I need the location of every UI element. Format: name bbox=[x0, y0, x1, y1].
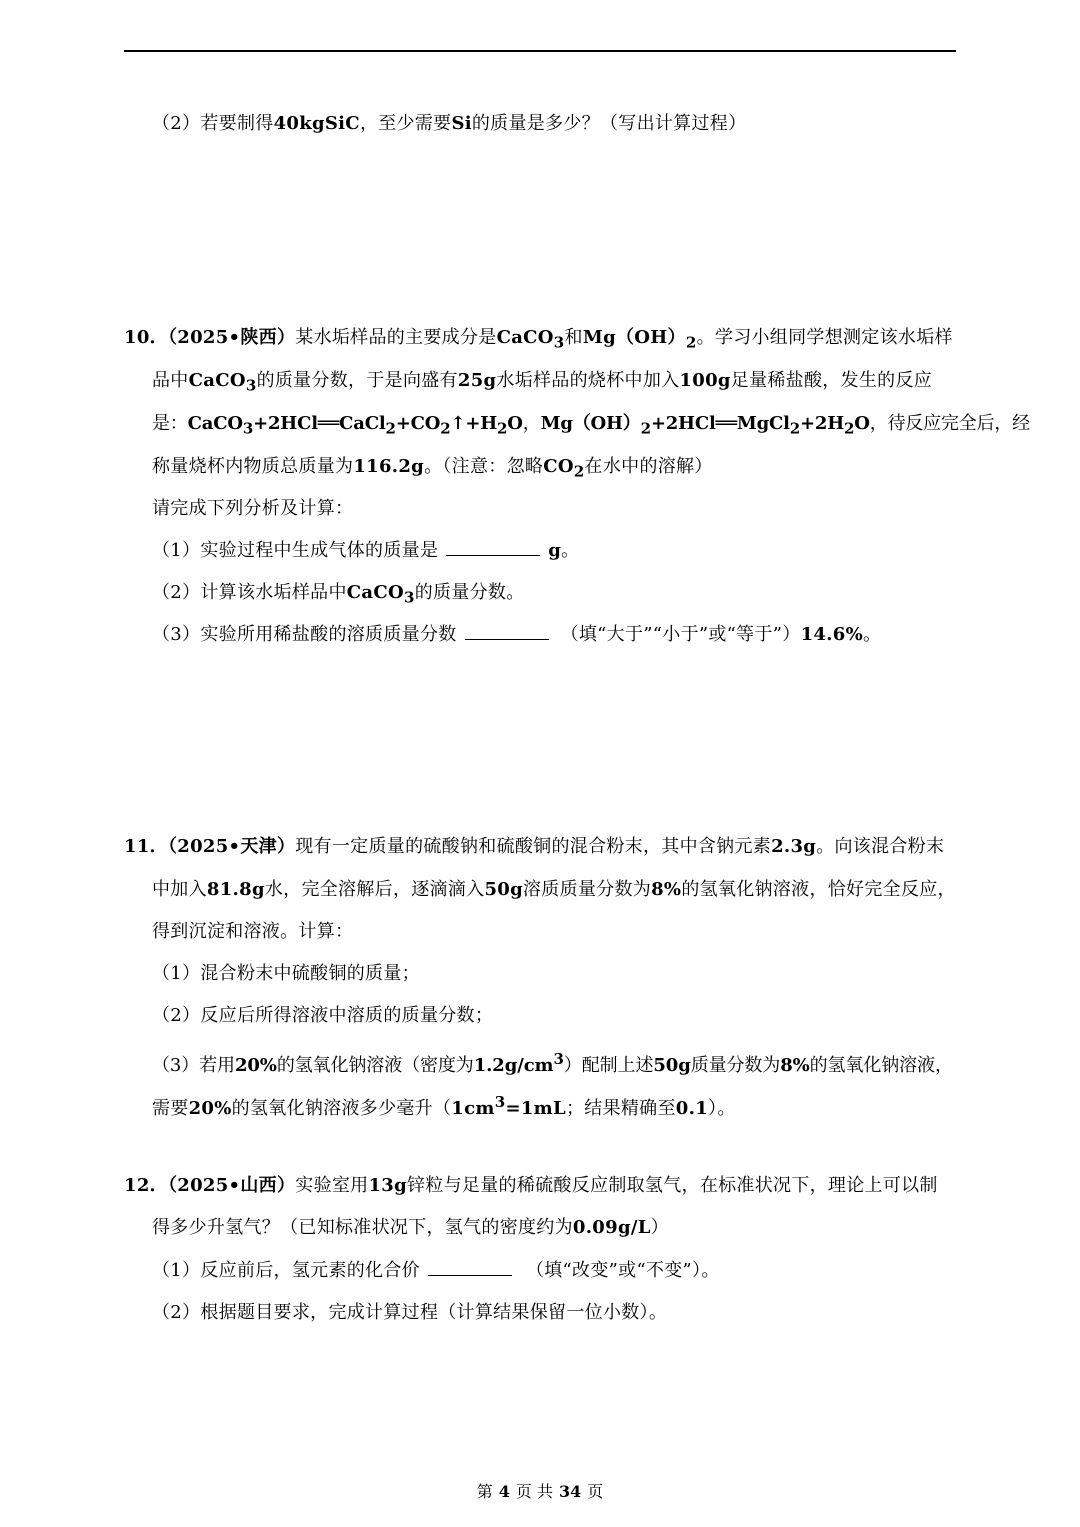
question-source: （2025•陕西） bbox=[167, 327, 296, 348]
q11-line1: 11．（2025•天津）现有一定质量的硫酸钠和硫酸铜的混合粉末，其中含钠元素2.3g。向该混合粉末 bbox=[124, 836, 945, 857]
q11-part3-line2: 需要20%的氢氧化钠溶液多少毫升（$1cm^3=1mL$；结果精确至0.1）。 bbox=[152, 1093, 736, 1119]
q11-part3-line1: （3）若用20%的氢氧化钠溶液（密度为$1.2g/cm^3$）配制上述50g质量分数为8%的氢氧化钠溶液， bbox=[152, 1050, 953, 1076]
q10-part3: （3）实验所用稀盐酸的溶质质量分数 （填“大于”“小于”或“等于”）14.6%。 bbox=[152, 624, 882, 645]
q11-part2: （2）反应后所得溶液中溶质的质量分数； bbox=[152, 1005, 494, 1026]
q11-line3: 得到沉淀和溶液。计算： bbox=[152, 921, 354, 942]
q11-line2: 中加入81.8g水，完全溶解后，逐滴滴入50g溶质质量分数为8%的氢氧化钠溶液，恰好完全反应， bbox=[152, 879, 956, 900]
q10-instruction: 请完成下列分析及计算： bbox=[152, 498, 354, 519]
question-number: 11． bbox=[124, 836, 168, 857]
page-footer: 第 4 页 共 34 页 bbox=[476, 1482, 604, 1501]
q12-line2: 得多少升氢气？（已知标准状况下，氢气的密度约为0.09g/L） bbox=[152, 1217, 669, 1238]
q10-part2: （2）计算该水垢样品中CaCO$_3$的质量分数。 bbox=[152, 582, 525, 607]
answer-blank[interactable] bbox=[465, 625, 549, 640]
q12-part2: （2）根据题目要求，完成计算过程（计算结果保留一位小数）。 bbox=[152, 1302, 668, 1323]
q10-line2: 品中CaCO$_3$的质量分数，于是向盛有25g水垢样品的烧杯中加入100g足量稀盐酸，发生的反应 bbox=[152, 370, 933, 395]
total-pages: 34 bbox=[558, 1482, 582, 1501]
q10-line3-equations: 是：$CaCO_3+2HCl══CaCl_2+CO_2↑+H_2O$，$Mg(OH)_2+2HCl══MgCl_2+2H_2O$，待反应完全后，经 bbox=[152, 413, 1030, 438]
q9-part2: （2）若要制得40kgSiC，至少需要Si的质量是多少？（写出计算过程） bbox=[152, 113, 747, 134]
question-number: 12． bbox=[124, 1175, 168, 1196]
q11-part1: （1）混合粉末中硫酸铜的质量； bbox=[152, 963, 420, 984]
q10-line4: 称量烧杯内物质总质量为116.2g。（注意：忽略$CO_2$在水中的溶解） bbox=[152, 456, 713, 481]
q12-line1: 12．（2025•山西）实验室用13g锌粒与足量的稀硫酸反应制取氢气，在标准状况下，理论上可以制 bbox=[124, 1175, 938, 1196]
page-number: 4 bbox=[498, 1482, 510, 1501]
question-source: （2025•山西） bbox=[167, 1175, 296, 1196]
question-source: （2025•天津） bbox=[167, 836, 296, 857]
q12-part1: （1）反应前后，氢元素的化合价 （填“改变”或“不变”）。 bbox=[152, 1260, 720, 1281]
question-number: 10． bbox=[124, 327, 168, 348]
q10-part1: （1）实验过程中生成气体的质量是 g。 bbox=[152, 540, 580, 561]
q10-line1: 10．（2025•陕西）某水垢样品的主要成分是CaCO$_3$和$Mg(OH)_2$。学习小组同学想测定该水垢样 bbox=[124, 327, 953, 352]
answer-blank[interactable] bbox=[428, 1261, 512, 1276]
header-rule bbox=[124, 50, 956, 52]
answer-blank[interactable] bbox=[446, 541, 540, 556]
